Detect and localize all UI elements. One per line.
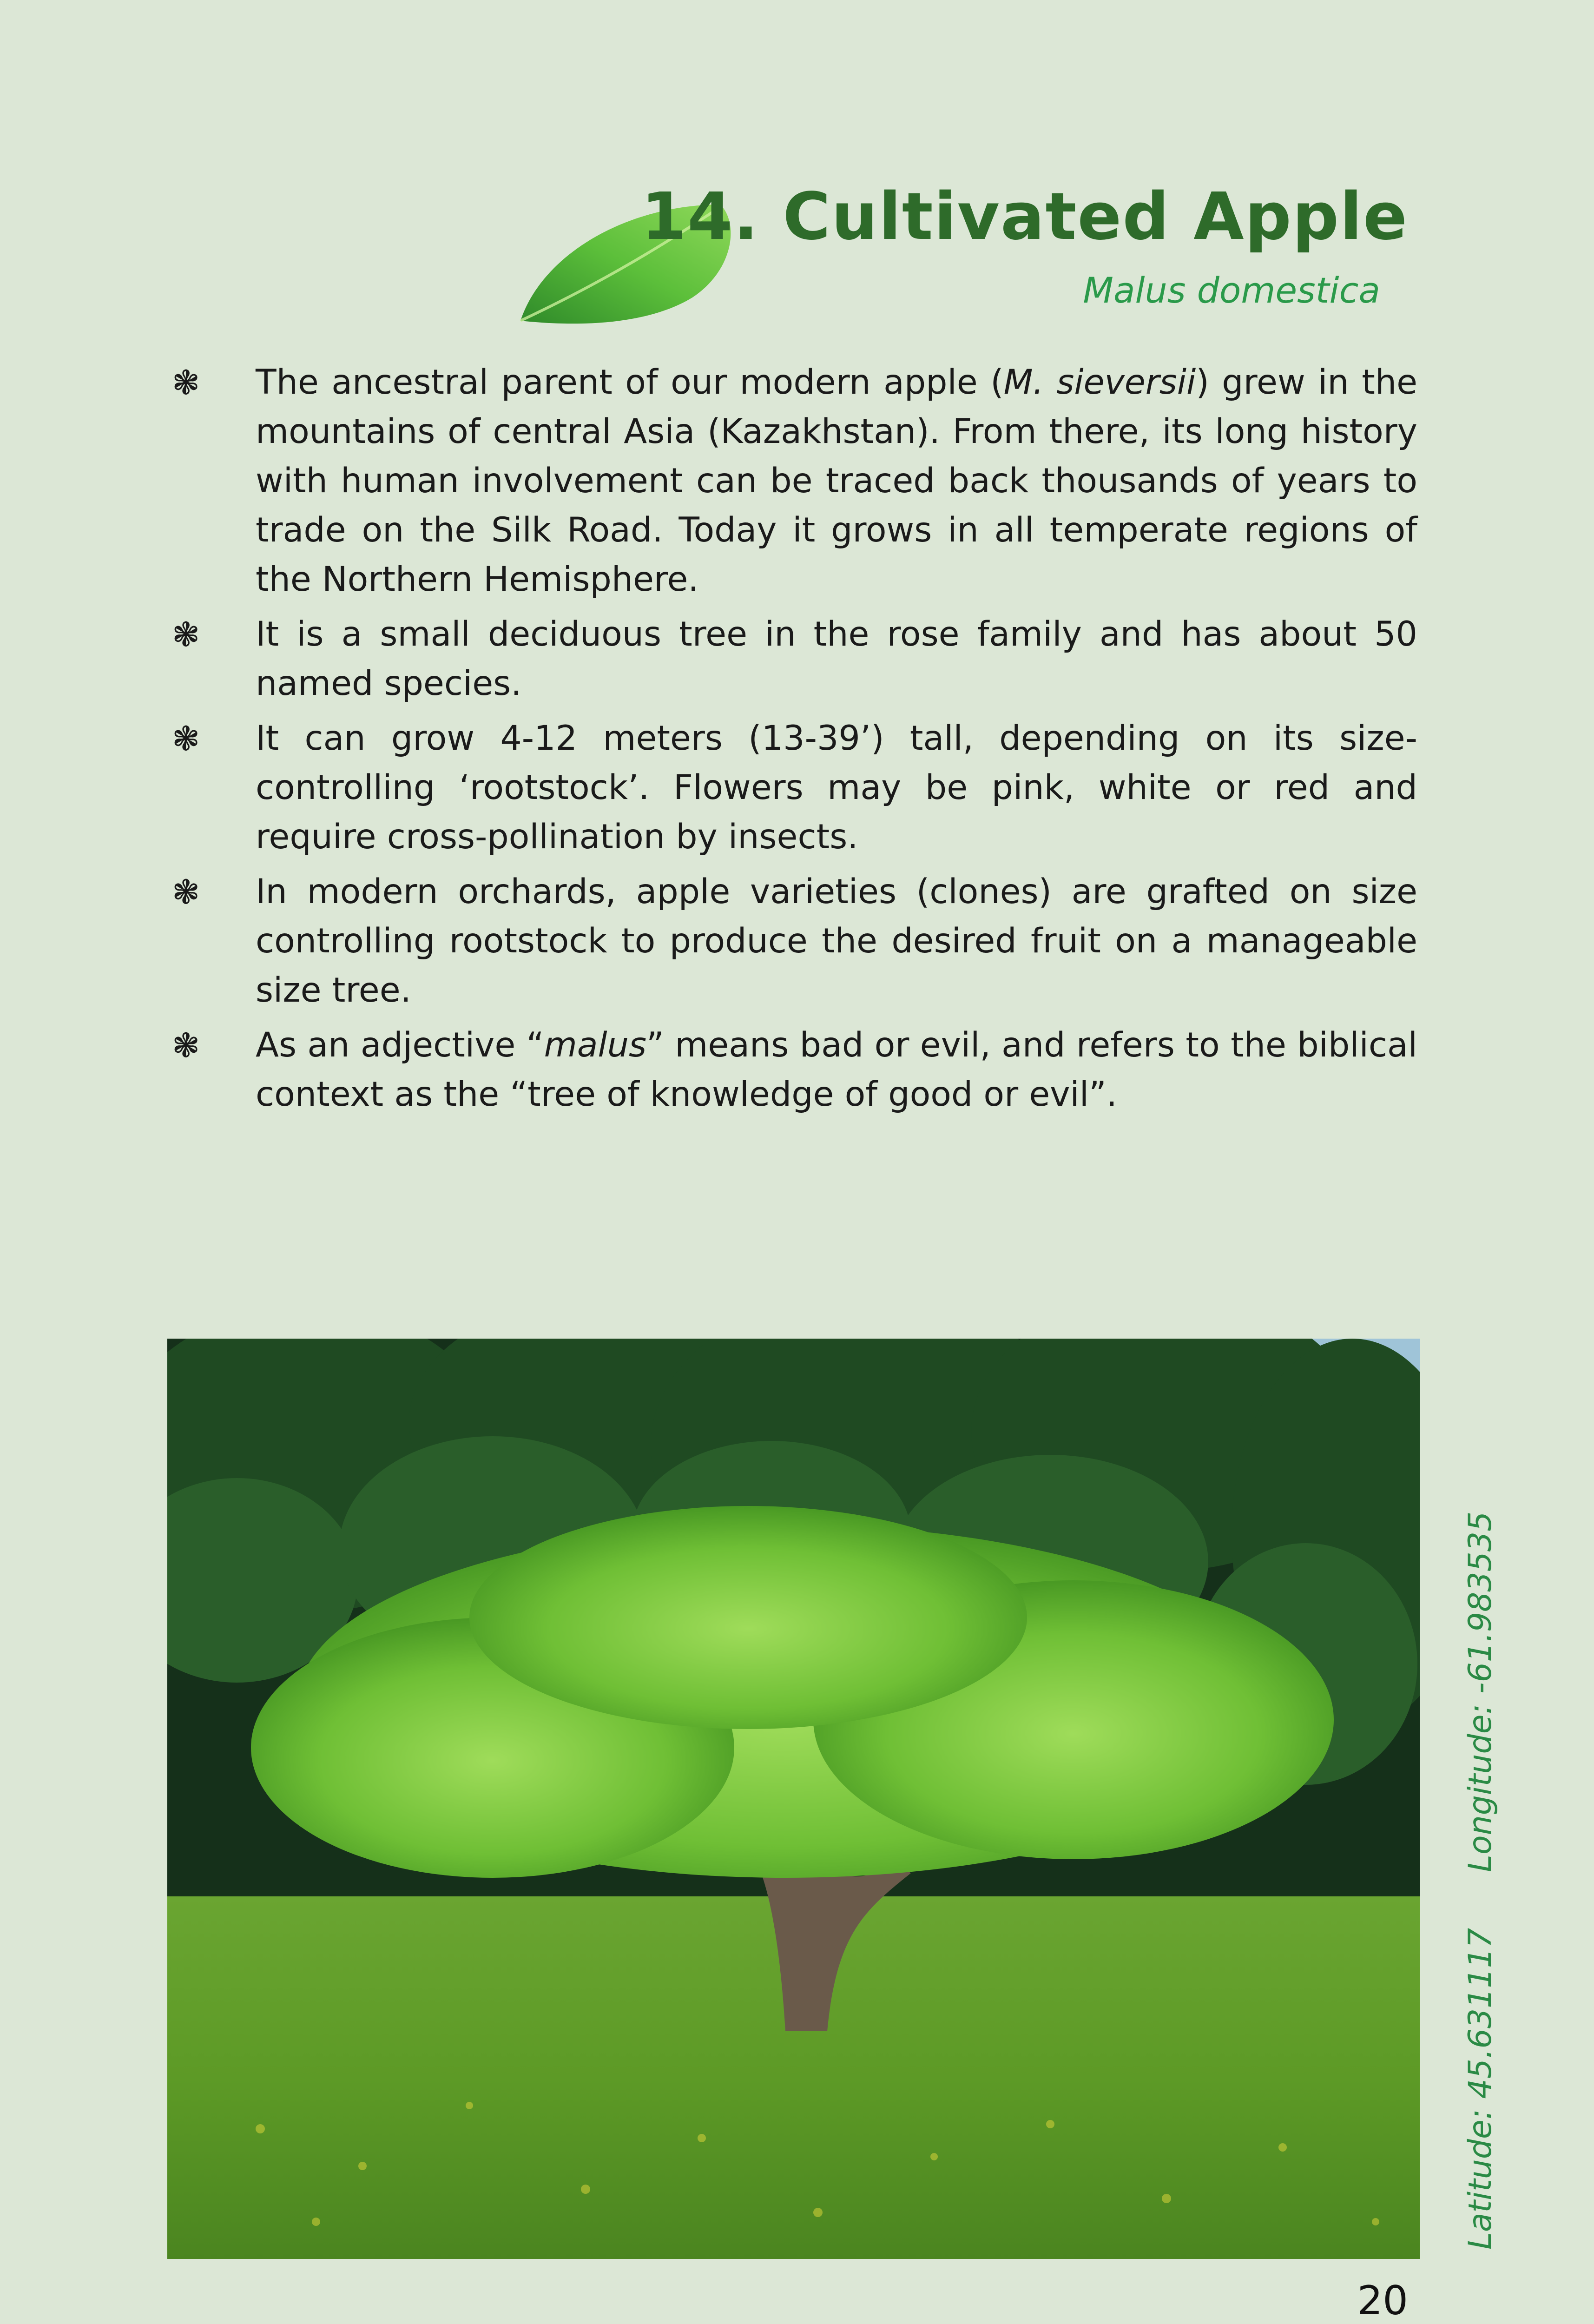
flower-bullet-icon: ❃	[172, 719, 200, 758]
flower-bullet-icon: ❃	[172, 363, 200, 402]
page-header	[0, 0, 1594, 353]
flower-bullet-icon: ❃	[172, 615, 200, 654]
scientific-name: Malus domestica	[1083, 270, 1380, 311]
flower-bullet-icon: ❃	[172, 872, 200, 911]
fact-list	[172, 358, 1417, 1125]
list-item: ❃ It is a small deciduous tree in the rose family and has about 50 named species.	[172, 610, 1417, 708]
flower-bullet-icon: ❃	[172, 1026, 200, 1065]
list-item: ❃ It can grow 4-12 meters (13-39’) tall, depending on its size-controlling ‘rootstock’. Flowers may be pink, white or red and require cross-pollination by insects.	[172, 714, 1417, 862]
page-title: 14. Cultivated Apple	[641, 179, 1408, 255]
apple-tree-photo	[167, 1339, 1420, 2259]
longitude-label: Longitude: -61.983535	[1462, 1511, 1499, 1872]
page-number: 20	[1357, 2278, 1408, 2324]
list-item: ❃ As an adjective “malus” means bad or evil, and refers to the biblical context as the “tree of knowledge of good or evil”.	[172, 1021, 1417, 1119]
list-item: ❃ The ancestral parent of our modern apple (M. sieversii) grew in the mountains of central Asia (Kazakhstan). From there, its long history with human involvement can be traced back thousands of years to trade on the Silk Road. Today it grows in all temperate regions of the Northern Hemisphere.	[172, 358, 1417, 604]
list-item: ❃ In modern orchards, apple varieties (clones) are grafted on size controlling rootstock to produce the desired fruit on a manageable size tree.	[172, 867, 1417, 1015]
gps-coordinates	[1417, 1339, 1524, 2250]
latitude-label: Latitude: 45.631117	[1462, 1928, 1499, 2250]
